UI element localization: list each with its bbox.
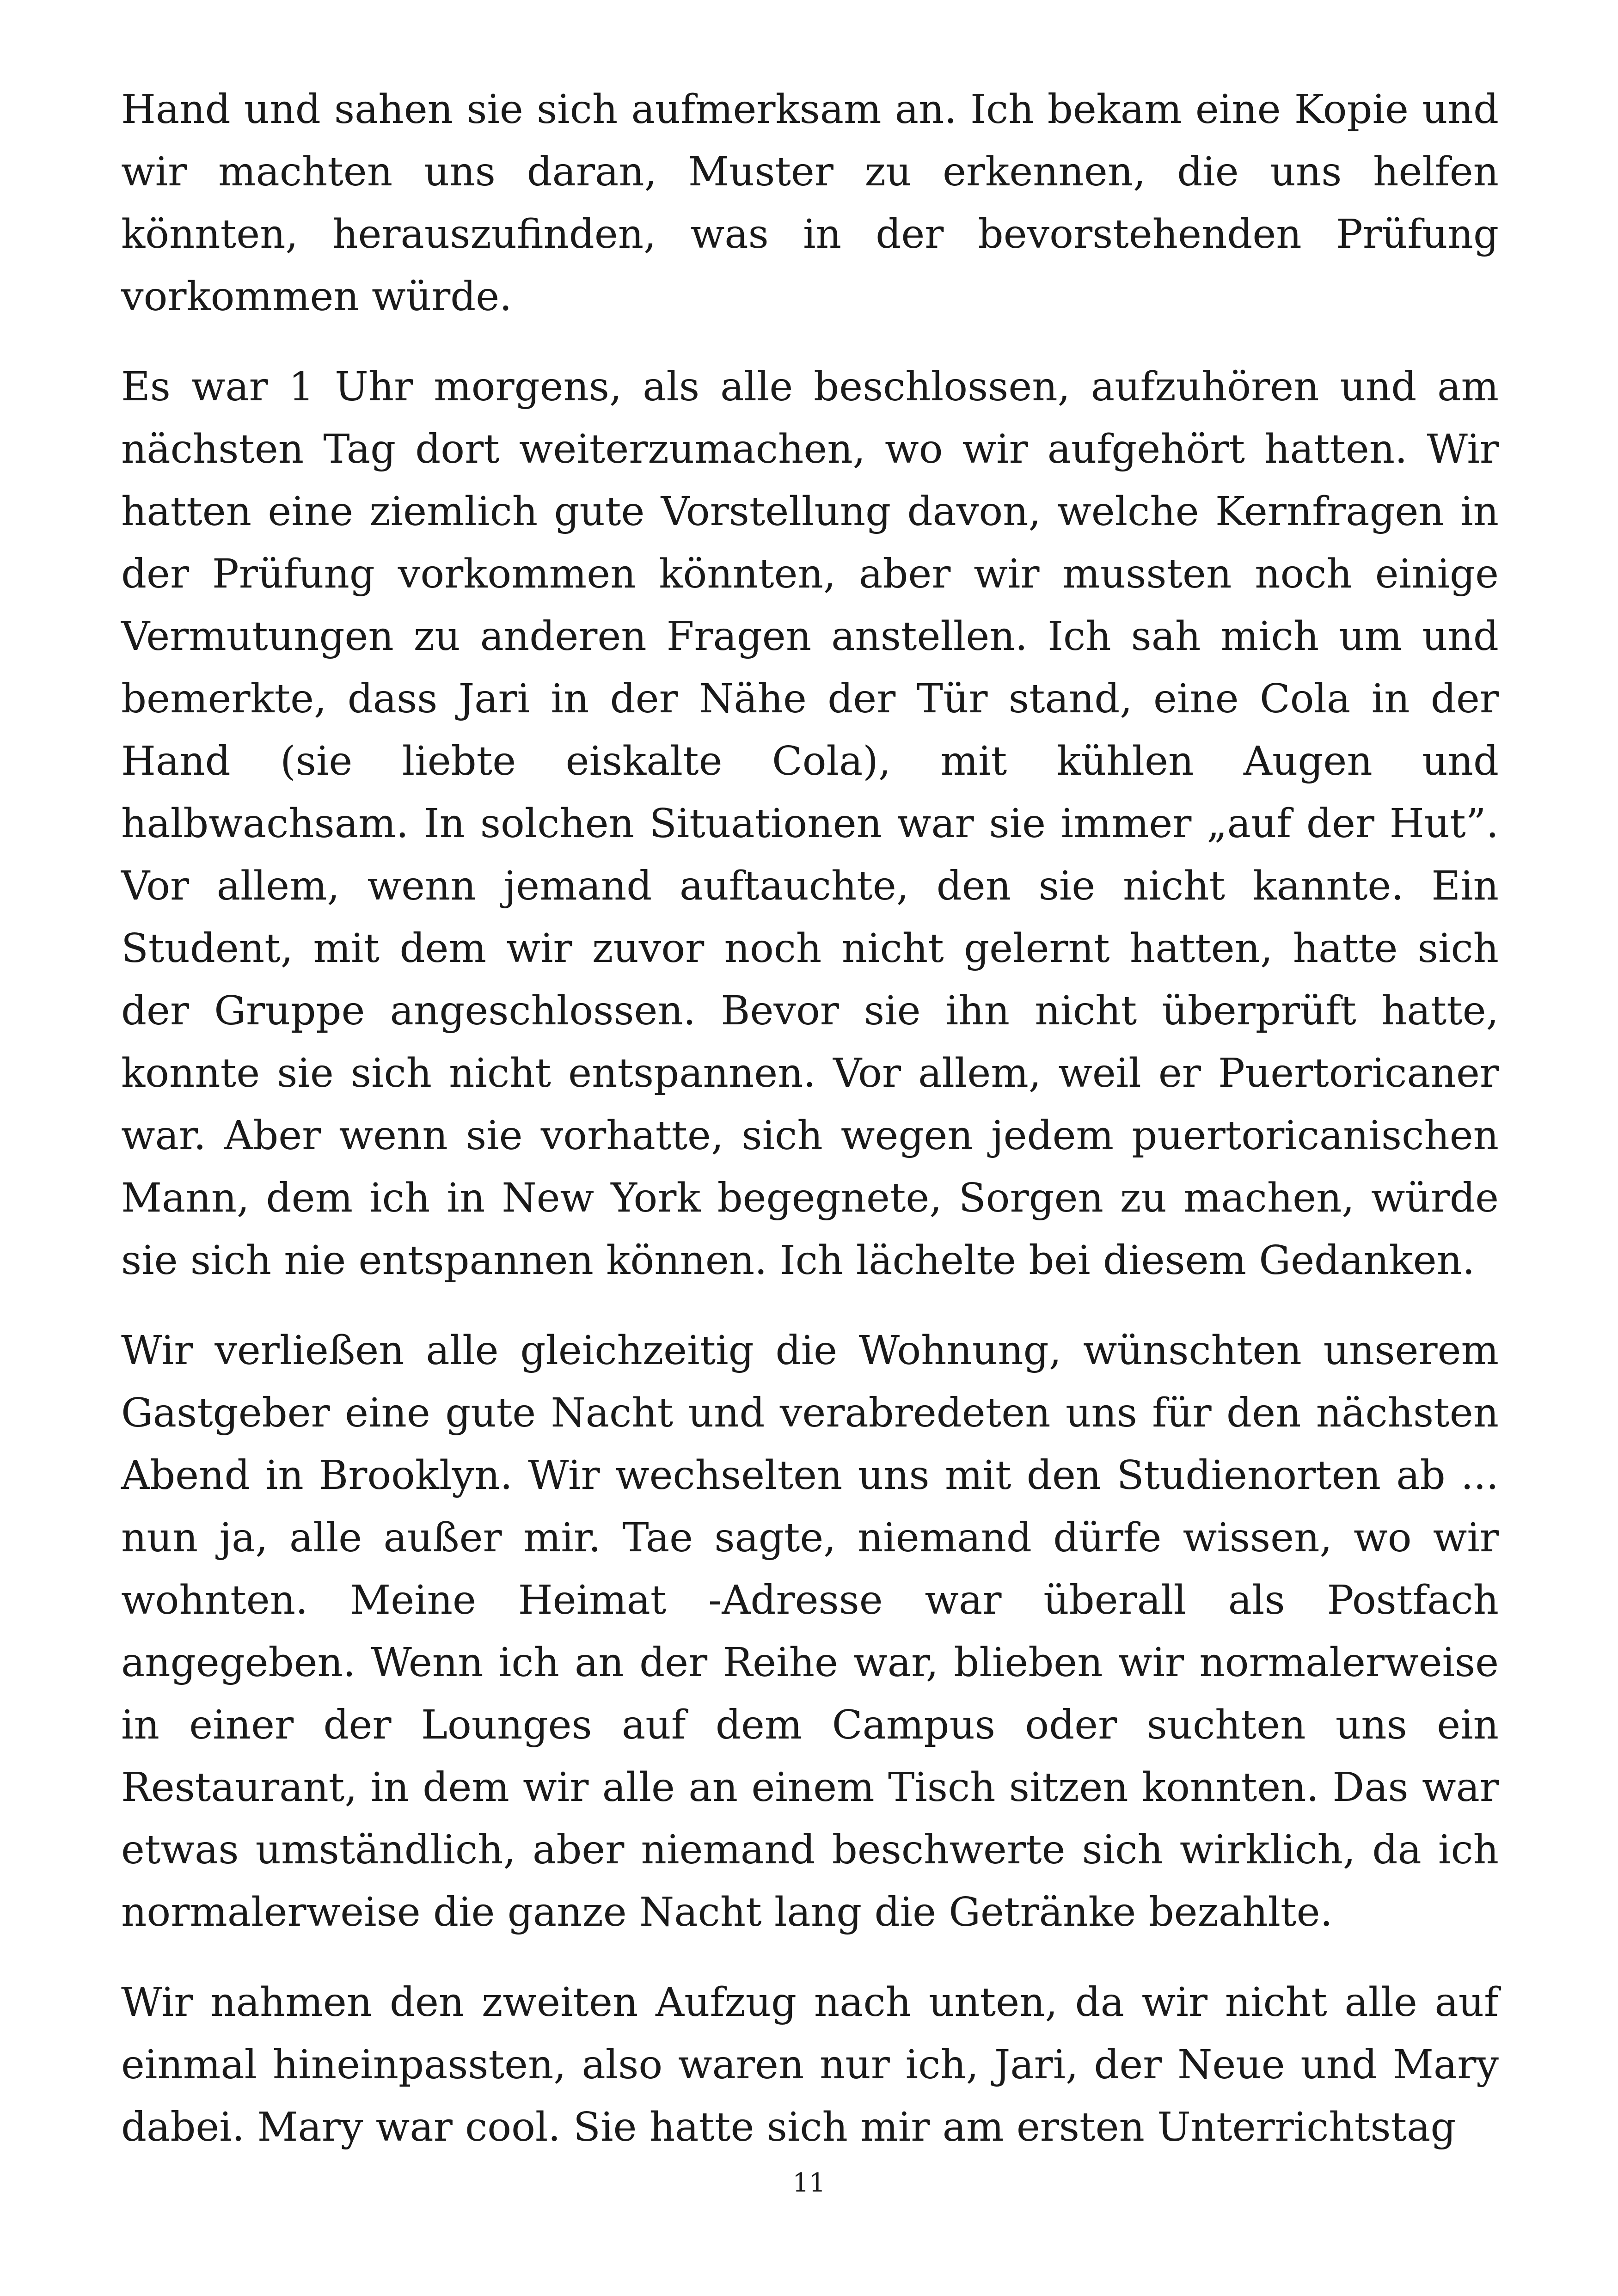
page-number: 11 — [792, 2168, 826, 2198]
paragraph-1: Hand und sahen sie sich aufmerksam an. Ich bekam eine Kopie und wir machten uns daran, Muster zu erkennen, die uns helfen könnten, herauszufinden, was in der bevorstehenden Prüfung vorkommen würde. — [121, 86, 1499, 320]
body-text — [121, 79, 1499, 2186]
paragraph-4: Wir nahmen den zweiten Aufzug nach unten, da wir nicht alle auf einmal hineinpassten, also waren nur ich, Jari, der Neue und Mary dabei. Mary war cool. Sie hatte sich mir am ersten Unterrichtstag — [121, 1979, 1499, 2150]
paragraph-3: Wir verließen alle gleichzeitig die Wohnung, wünschten unserem Gastgeber eine gute Nacht und verabredeten uns für den nächsten Abend in Brooklyn. Wir wechselten uns mit den Studienorten ab ... nun ja, alle außer mir. Tae sagte, niemand dürfe wissen, wo wir wohnten. Meine Heimat -Adresse war überall als Postfach angegeben. Wenn ich an der Reihe war, blieben wir normalerweise in einer der Lounges auf dem Campus oder suchten uns ein Restaurant, in dem wir alle an einem Tisch sitzen konnten. Das war etwas umständlich, aber niemand beschwerte sich wirklich, da ich normalerweise die ganze Nacht lang die Getränke bezahlte. — [121, 1328, 1499, 1935]
paragraph-2: Es war 1 Uhr morgens, als alle beschlossen, aufzuhören und am nächsten Tag dort weiterzumachen, wo wir aufgehört hatten. Wir hatten eine ziemlich gute Vorstellung davon, welche Kernfragen in der Prüfung vorkommen könnten, aber wir mussten noch einige Vermutungen zu anderen Fragen anstellen. Ich sah mich um und bemerkte, dass Jari in der Nähe der Tür stand, eine Cola in der Hand (sie liebte eiskalte Cola), mit kühlen Augen und halbwachsam. In solchen Situationen war sie immer „auf der Hut”. Vor allem, wenn jemand auftauchte, den sie nicht kannte. Ein Student, mit dem wir zuvor noch nicht gelernt hatten, hatte sich der Gruppe angeschlossen. Bevor sie ihn nicht überprüft hatte, konnte sie sich nicht entspannen. Vor allem, weil er Puertoricaner war. Aber wenn sie vorhatte, sich wegen jedem puertoricanischen Mann, dem ich in New York begegnete, Sorgen zu machen, würde sie sich nie entspannen können. Ich lächelte bei diesem Gedanken. — [121, 364, 1499, 1284]
